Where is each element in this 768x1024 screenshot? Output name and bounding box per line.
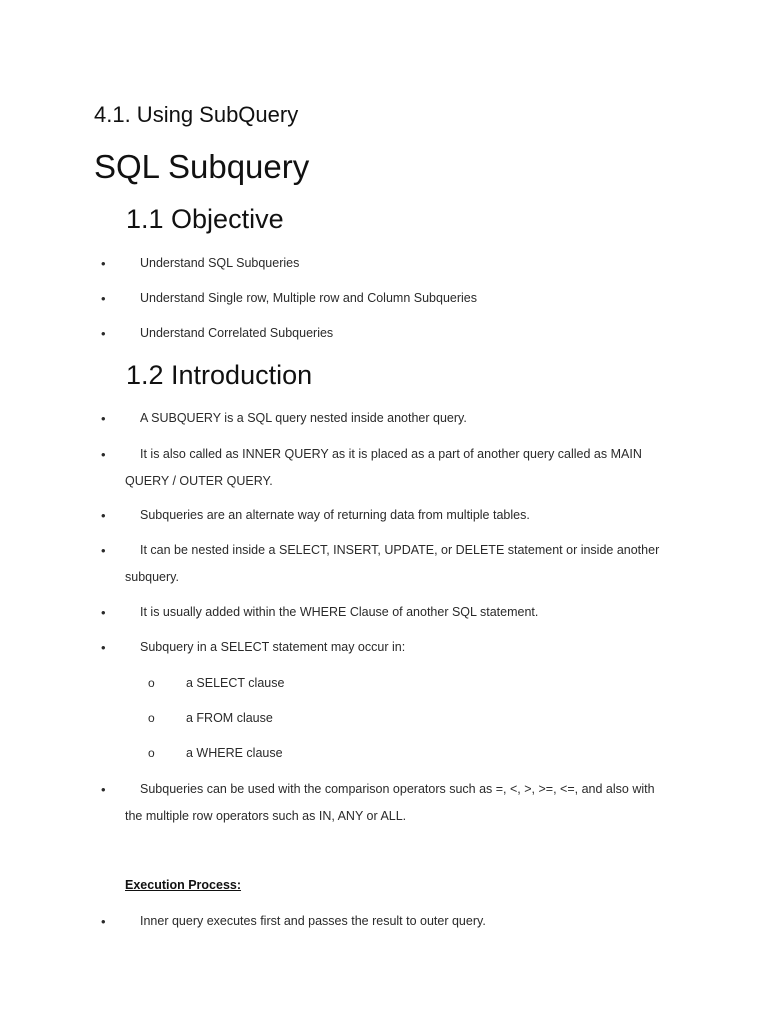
sub-list-item-text: a FROM clause — [186, 711, 273, 725]
bullet-icon: • — [101, 782, 106, 797]
bullet-icon: • — [101, 256, 106, 271]
introduction-heading: 1.2 Introduction — [126, 360, 313, 390]
bullet-icon: • — [101, 640, 106, 655]
list-item-text: Understand Single row, Multiple row and Column Subqueries — [140, 291, 477, 305]
bullet-icon: • — [101, 605, 106, 620]
list-item-text: Subquery in a SELECT statement may occur in: — [140, 640, 406, 654]
section-heading: 4.1. Using SubQuery — [94, 102, 299, 127]
bullet-icon: • — [101, 543, 106, 558]
sub-list-item-text: a SELECT clause — [186, 676, 285, 690]
list-item-text: Subqueries can be used with the comparison operators such as =, <, >, >=, <=, and also with the multiple row operators such as IN, ANY or ALL. — [125, 782, 655, 823]
list-item-text: It is also called as INNER QUERY as it is placed as a part of another query called as MAIN QUERY / OUTER QUERY. — [125, 447, 642, 488]
list-item-text: Understand SQL Subqueries — [140, 256, 300, 270]
execution-process-heading: Execution Process: — [125, 878, 242, 892]
bullet-icon: • — [101, 291, 106, 306]
list-item-text: It is usually added within the WHERE Clause of another SQL statement. — [140, 605, 539, 619]
objective-heading: 1.1 Objective — [126, 204, 284, 234]
bullet-icon: • — [101, 326, 106, 341]
page-title: SQL Subquery — [94, 148, 310, 185]
bullet-icon: • — [101, 508, 106, 523]
circle-bullet-icon: o — [148, 676, 155, 690]
bullet-icon: • — [101, 411, 106, 426]
sub-list-item-text: a WHERE clause — [186, 746, 283, 760]
bullet-icon: • — [101, 914, 106, 929]
circle-bullet-icon: o — [148, 711, 155, 725]
bullet-icon: • — [101, 447, 106, 462]
circle-bullet-icon: o — [148, 746, 155, 760]
list-item-text: It can be nested inside a SELECT, INSERT, UPDATE, or DELETE statement or inside another subquery. — [125, 543, 660, 584]
list-item-text: Understand Correlated Subqueries — [140, 326, 334, 340]
list-item-text: A SUBQUERY is a SQL query nested inside another query. — [140, 411, 467, 425]
list-item-text: Subqueries are an alternate way of returning data from multiple tables. — [140, 508, 530, 522]
list-item-text: Inner query executes first and passes the result to outer query. — [140, 914, 486, 928]
